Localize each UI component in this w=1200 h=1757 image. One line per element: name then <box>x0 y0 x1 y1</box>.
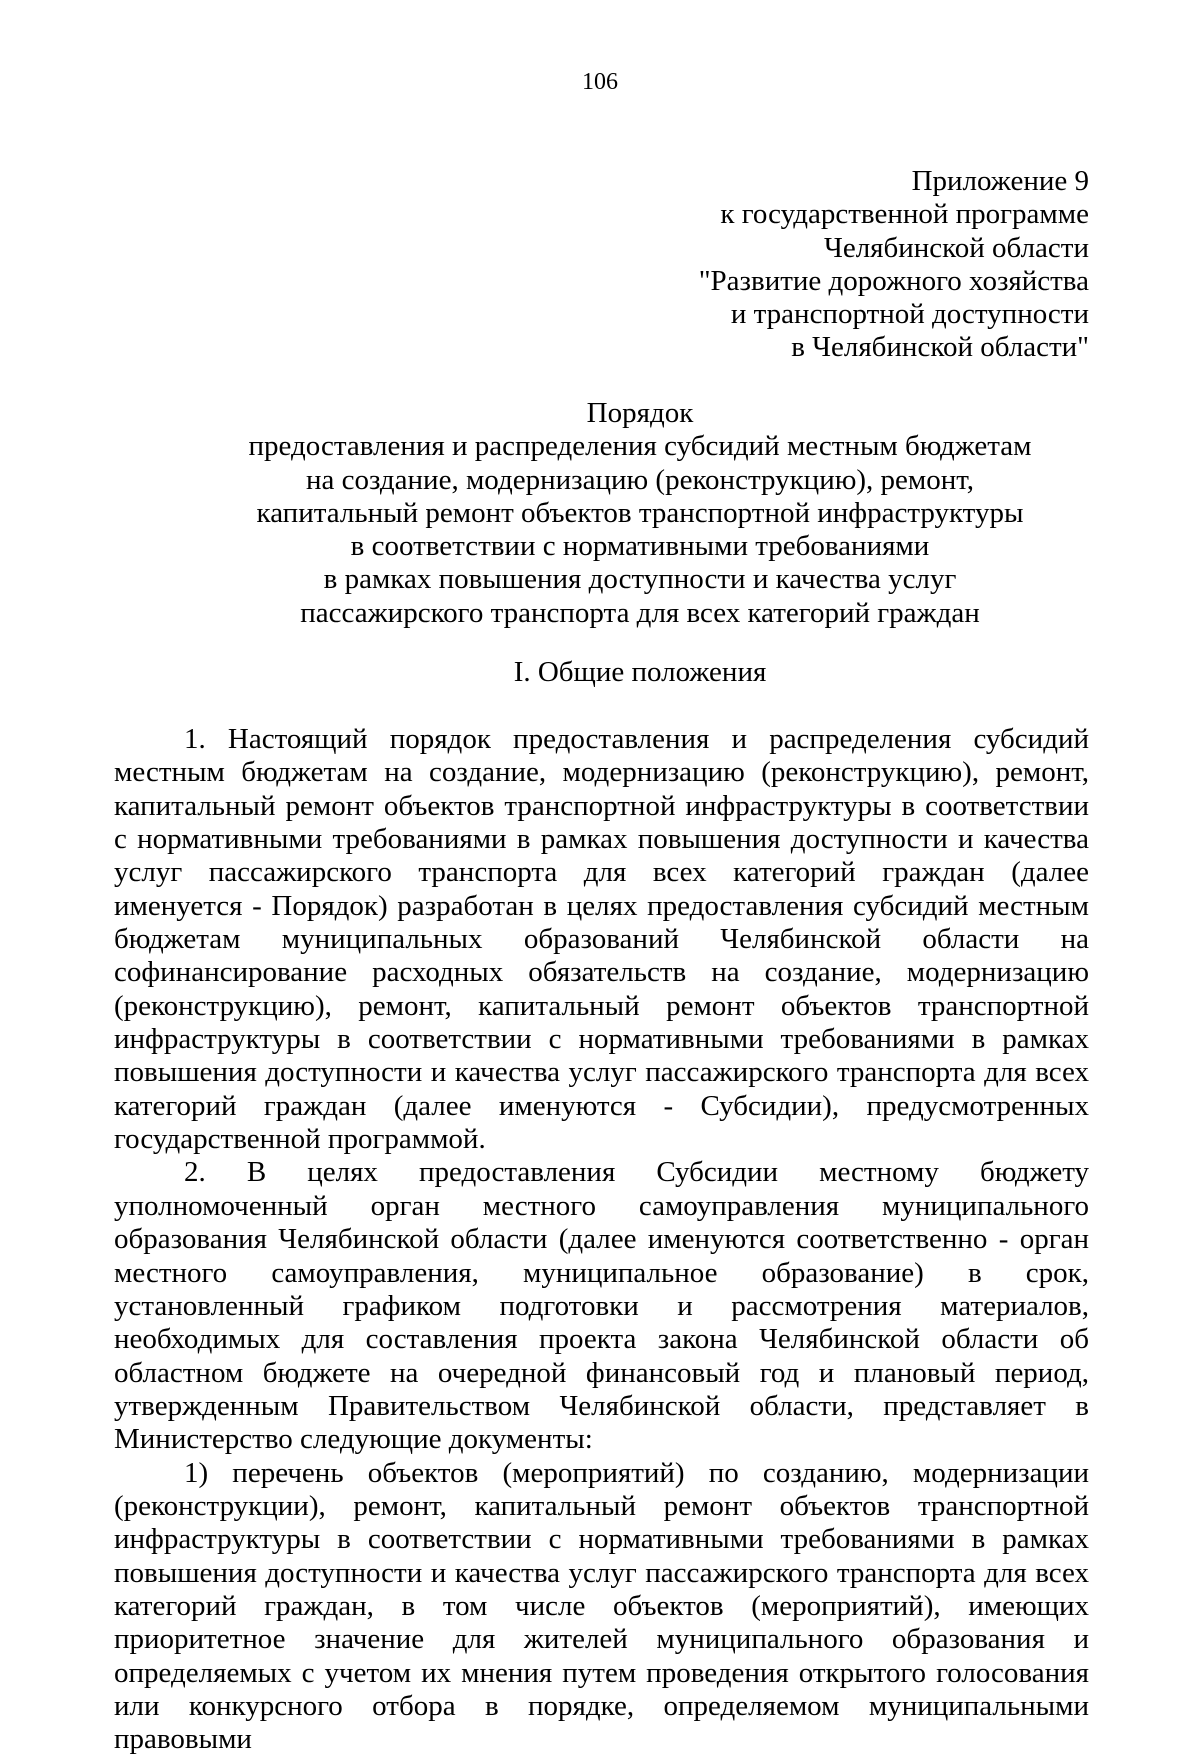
paragraph-2-item-1: 1) перечень объектов (мероприятий) по созданию, модернизации (реконструкции), ремонт, капитальный ремонт объектов транспортной инфраструктуры в соответствии с нормативными требованиями в рамках повышения доступности и качества услуг пассажирского транспорта для всех категорий граждан, в том числе объектов (мероприятий), имеющих приоритетное значение для жителей муниципального образования и определяемых с учетом их мнения путем проведения открытого голосования или конкурсного отбора в порядке, определяемом муниципальными правовыми <box>114 1456 1089 1756</box>
title-line: пассажирского транспорта для всех категорий граждан <box>300 596 980 629</box>
paragraph-2: 2. В целях предоставления Субсидии местному бюджету уполномоченный орган местного самоуправления муниципального образования Челябинской области (далее именуются соответственно - орган местного самоуправления, муниципальное образование) в срок, установленный графиком подготовки и рассмотрения материалов, необходимых для составления проекта закона Челябинской области об областном бюджете на очередной финансовый год и плановый период, утвержденным Правительством Челябинской области, представляет в Министерство следующие документы: <box>114 1156 1089 1456</box>
appendix-line: и транспортной доступности <box>730 298 1089 331</box>
appendix-line: в Челябинской области" <box>791 331 1089 364</box>
title-line: предоставления и распределения субсидий местным бюджетам <box>248 430 1032 463</box>
document-body <box>114 723 1089 1757</box>
appendix-line: к государственной программе <box>720 198 1089 231</box>
title-line: Порядок <box>586 397 694 429</box>
document-title <box>120 397 1160 630</box>
appendix-line: Приложение 9 <box>911 165 1089 197</box>
title-line: капитальный ремонт объектов транспортной инфраструктуры <box>256 496 1024 529</box>
title-line: в соответствии с нормативными требованиями <box>350 530 930 563</box>
page-number: 106 <box>582 69 618 95</box>
paragraph-1: 1. Настоящий порядок предоставления и распределения субсидий местным бюджетам на создание, модернизацию (реконструкцию), ремонт, капитальный ремонт объектов транспортной инфраструктуры в соответствии с нормативными требованиями в рамках повышения доступности и качества услуг пассажирского транспорта для всех категорий граждан (далее именуется - Порядок) разработан в целях предоставления субсидий местным бюджетам муниципальных образований Челябинской области на софинансирование расходных обязательств на создание, модернизацию (реконструкцию), ремонт, капитальный ремонт объектов транспортной инфраструктуры в соответствии с нормативными требованиями в рамках повышения доступности и качества услуг пассажирского транспорта для всех категорий граждан (далее именуются - Субсидии), предусмотренных государственной программой. <box>114 723 1089 1156</box>
title-line: на создание, модернизацию (реконструкцию), ремонт, <box>305 463 975 496</box>
title-line: в рамках повышения доступности и качества услуг <box>323 563 957 596</box>
section-heading: I. Общие положения <box>513 656 767 688</box>
appendix-header <box>699 165 1089 365</box>
appendix-line: "Развитие дорожного хозяйства <box>698 264 1089 297</box>
appendix-line: Челябинской области <box>823 231 1089 264</box>
